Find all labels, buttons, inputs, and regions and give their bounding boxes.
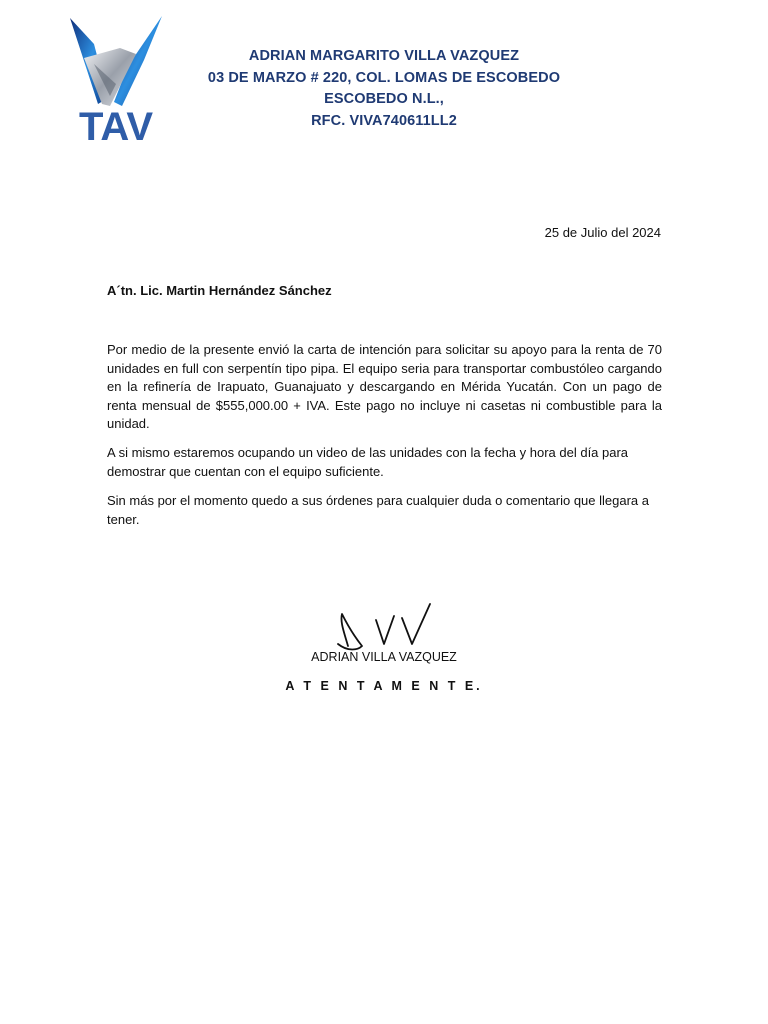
letter-body: [107, 341, 662, 540]
tav-logo: [64, 14, 170, 144]
body-paragraph: Por medio de la presente envió la carta de intención para solicitar su apoyo para la renta de 70 unidades en full con serpentín tipo pipa. El equipo seria para transportar combustóleo cargando en la refinería de Irapuato, Guanajuato y descargando en Mérida Yucatán. Con un pago de renta mensual de $555,000.00 + IVA. Este pago no incluye ni casetas ni combustible para la unidad.: [107, 342, 662, 432]
sender-name: ADRIAN MARGARITO VILLA VAZQUEZ: [248, 48, 520, 64]
recipient-line: A´tn. Lic. Martin Hernández Sánchez: [107, 283, 332, 298]
letterhead: [190, 46, 578, 132]
logo-text: TAV: [78, 105, 154, 144]
closing-line: A T E N T A M E N T E.: [285, 679, 483, 693]
letter-date: 25 de Julio del 2024: [544, 225, 661, 240]
body-paragraph: Sin más por el momento quedo a sus órdenes para cualquier duda o comentario que llegara a tener.: [107, 493, 650, 527]
sender-city: ESCOBEDO N.L.,: [324, 91, 444, 107]
signatory-name: ADRIAN VILLA VAZQUEZ: [311, 650, 457, 664]
body-paragraph: A si mismo estaremos ocupando un video de las unidades con la fecha y hora del día para demostrar que cuentan con el equipo suficiente.: [107, 445, 629, 480]
sender-rfc: RFC. VIVA740611LL2: [311, 112, 457, 129]
sender-address: 03 DE MARZO # 220, COL. LOMAS DE ESCOBEDO: [207, 69, 561, 86]
